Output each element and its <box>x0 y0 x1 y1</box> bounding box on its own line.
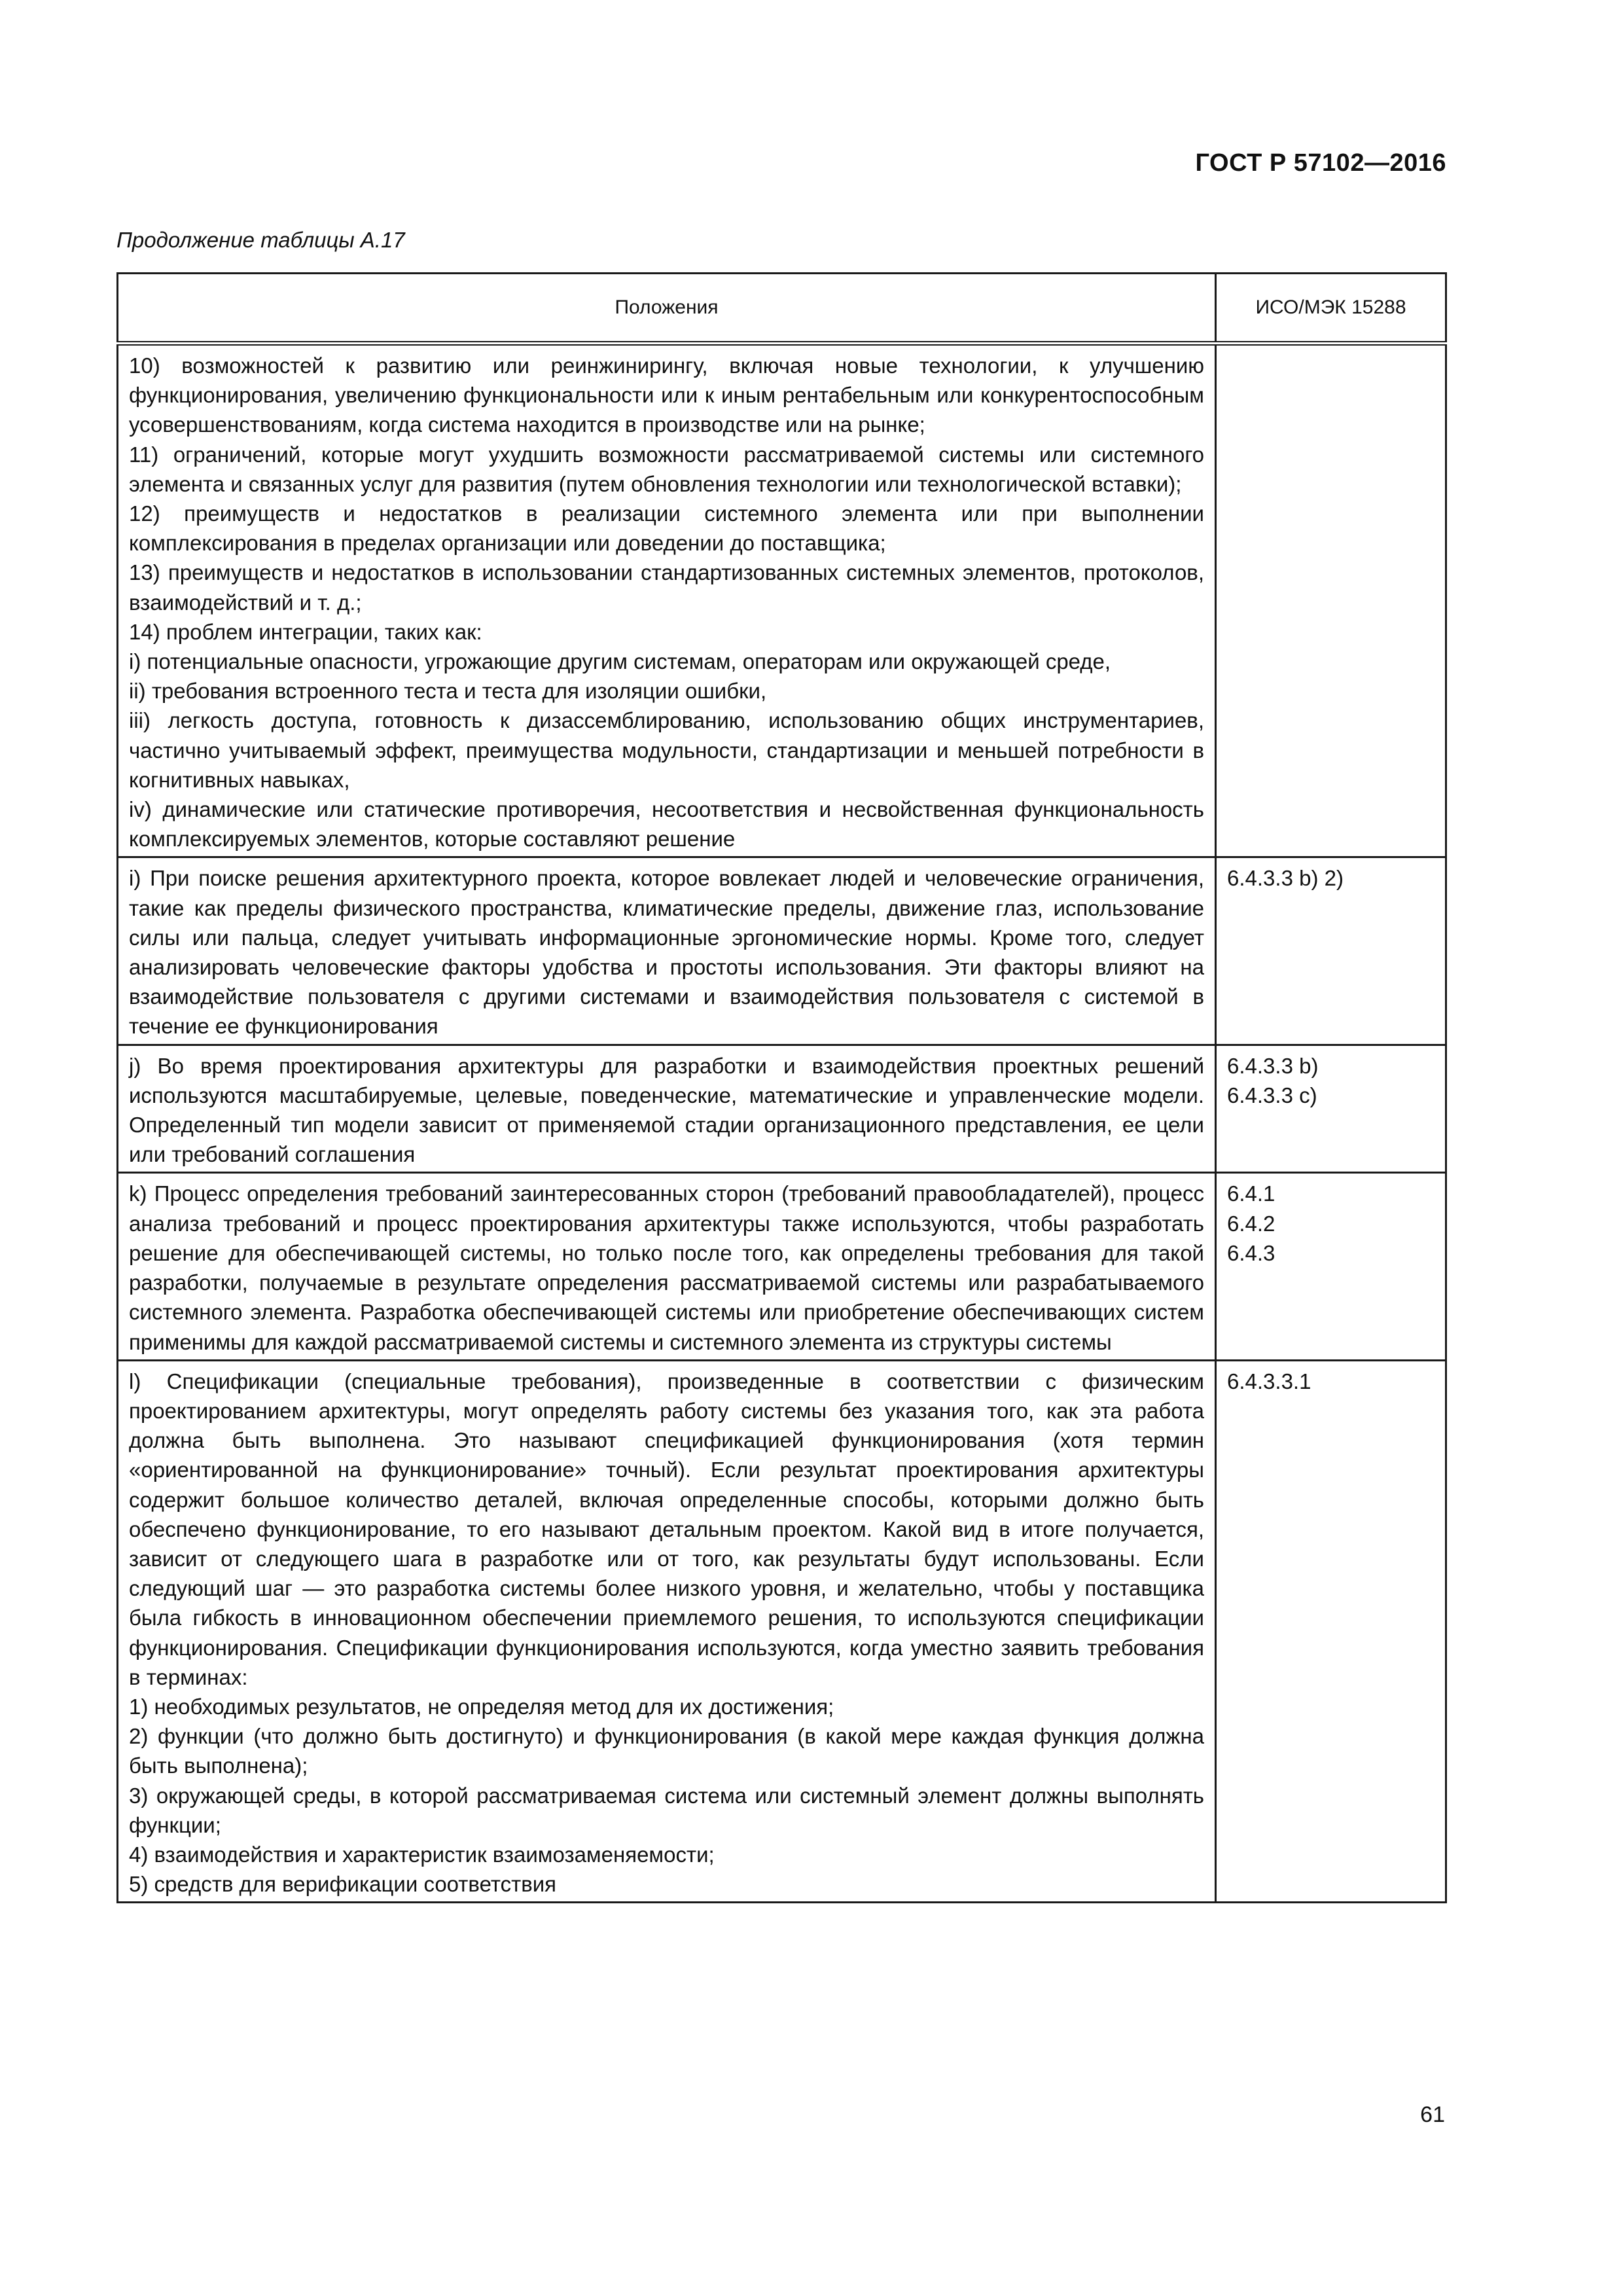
provision-line: 5) средств для верификации соответствия <box>129 1872 557 1897</box>
table-header-row <box>118 274 1446 344</box>
column-header-provisions: Положения <box>118 274 1216 344</box>
provisions-table <box>116 272 1447 1903</box>
iso-reference-line: 6.4.1 <box>1227 1181 1275 1206</box>
provision-line: 12) преимуществ и недостатков в реализации системного элемента или при выполнении комплексирования в пределах организации или доведении до поставщика; <box>129 501 1204 556</box>
iso-reference-cell <box>1216 1045 1446 1173</box>
iso-reference-cell <box>1216 1360 1446 1903</box>
provision-line: 2) функции (что должно быть достигнуто) и функционирования (в какой мере каждая функция должна быть выполнена); <box>129 1724 1204 1778</box>
provision-cell <box>118 344 1216 857</box>
iso-reference-cell <box>1216 1173 1446 1360</box>
iso-reference-line: 6.4.3.3 c) <box>1227 1083 1317 1107</box>
table-row <box>118 1045 1446 1173</box>
provision-line: 11) ограничений, которые могут ухудшить возможности рассматриваемой системы или системного элемента и связанных услуг для развития (путем обновления технологии или технологической вставки); <box>129 442 1204 496</box>
table-row <box>118 344 1446 857</box>
provision-line: 3) окружающей среды, в которой рассматриваемая система или системный элемент должны выполнять функции; <box>129 1783 1204 1837</box>
table-caption: Продолжение таблицы А.17 <box>116 228 405 252</box>
provision-line: j) Во время проектирования архитектуры для разработки и взаимодействия проектных решений используются масштабируемые, целевые, поведенческие, математические и управленческие модели. Определенный тип модели зависит от применяемой стадии организационного представления, ее цели или требований соглашения <box>129 1053 1204 1167</box>
iso-reference-line: 6.4.3.3 b) 2) <box>1227 866 1344 891</box>
iso-reference-line: 6.4.3.3.1 <box>1227 1369 1311 1393</box>
iso-reference-cell <box>1216 857 1446 1045</box>
provision-cell <box>118 1360 1216 1903</box>
provision-line: 10) возможностей к развитию или реинжинирингу, включая новые технологии, к улучшению функционирования, увеличению функциональности или к иным рентабельным или конкурентоспособным усовершенствованиям, когда система находится в производстве или на рынке; <box>129 353 1204 437</box>
iso-reference-line: 6.4.2 <box>1227 1211 1275 1236</box>
provision-line: i) потенциальные опасности, угрожающие другим системам, операторам или окружающей среде, <box>129 649 1111 674</box>
provision-line: 13) преимуществ и недостатков в использовании стандартизованных системных элементов, протоколов, взаимодействий и т. д.; <box>129 560 1204 615</box>
provision-cell <box>118 1045 1216 1173</box>
provision-line: i) При поиске решения архитектурного проекта, которое вовлекает людей и человеческие ограничения, такие как пределы физического пространства, климатические пределы, движение глаз, использование силы или пальца, следует учитывать информационные эргономические нормы. Кроме того, следует анализировать человеческие факторы удобства и простоты использования. Эти факторы влияют на взаимодействие пользователя с другими системами и взаимодействия пользователя с системой в течение ее функционирования <box>129 866 1204 1039</box>
iso-reference-line: 6.4.3 <box>1227 1240 1275 1265</box>
table-row <box>118 1173 1446 1360</box>
table-row <box>118 1360 1446 1903</box>
column-header-iso-reference: ИСО/МЭК 15288 <box>1216 274 1446 344</box>
provision-line: 4) взаимодействия и характеристик взаимозаменяемости; <box>129 1842 715 1867</box>
provision-line: iv) динамические или статические противоречия, несоответствия и несвойственная функциональность комплексируемых элементов, которые составляют решение <box>129 797 1204 852</box>
page-number: 61 <box>1420 2102 1445 2127</box>
provision-line: l) Спецификации (специальные требования), произведенные в соответствии с физическим проектированием архитектуры, могут определять работу системы без указания того, как эта работа должна быть выполнена. Это называют спецификацией функционирования (хотя термин «ориентированной на функционирование» точный). Если результат проектирования архитектуры содержит большое количество деталей, включая определенные способы, которыми должно быть обеспечено функционирование, то его называют детальным проектом. Какой вид в итоге получается, зависит от следующего шага в разработке или от того, как результаты будут использованы. Если следующий шаг — это разработка системы более низкого уровня, и желательно, чтобы у поставщика была гибкость в инновационном обеспечении приемлемого решения, то используются спецификации функционирования. Спецификации функционирования используются, когда уместно заявить требования в терминах: <box>129 1369 1204 1689</box>
provision-line: ii) требования встроенного теста и теста для изоляции ошибки, <box>129 679 767 704</box>
provision-line: k) Процесс определения требований заинтересованных сторон (требований правообладателей), процесс анализа требований и процесс проектирования архитектуры также используются, чтобы разработать решение для обеспечивающей системы, но только после того, как определены требования для такой разработки, получаемые в результате определения рассматриваемой системы или разрабатываемого системного элемента. Разработка обеспечивающей системы или приобретение обеспечивающих систем применимы для каждой рассматриваемой системы и системного элемента из структуры системы <box>129 1181 1204 1354</box>
provision-line: 1) необходимых результатов, не определяя метод для их достижения; <box>129 1694 834 1719</box>
standard-code-header: ГОСТ Р 57102—2016 <box>1195 149 1446 177</box>
iso-reference-cell <box>1216 344 1446 857</box>
table-row <box>118 857 1446 1045</box>
provision-cell <box>118 1173 1216 1360</box>
iso-reference-line: 6.4.3.3 b) <box>1227 1053 1319 1078</box>
provision-line: 14) проблем интеграции, таких как: <box>129 619 482 644</box>
provision-cell <box>118 857 1216 1045</box>
provision-line: iii) легкость доступа, готовность к дизассемблированию, использованию общих инструментариев, частично учитываемый эффект, преимущества модульности, стандартизации и меньшей потребности в когнитивных навыках, <box>129 708 1204 792</box>
